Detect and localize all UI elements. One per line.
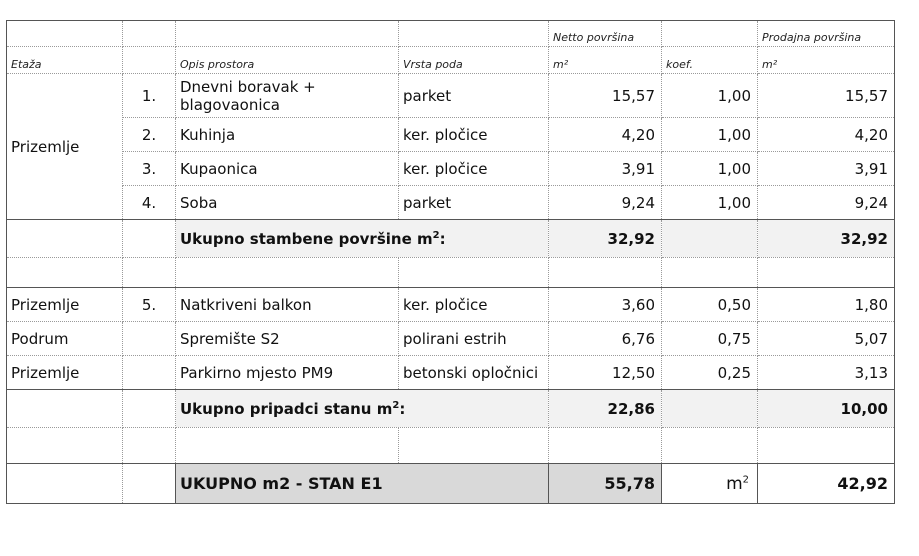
koef-cell: 1,00 [662,118,758,152]
netto-cell: 12,50 [549,356,662,390]
opis-cell: Dnevni boravak + blagovaonica [176,74,399,118]
netto-cell: 4,20 [549,118,662,152]
table-row [7,152,895,186]
table-row [7,288,895,322]
header-prodajna-povrsina: Prodajna površina [758,21,895,47]
table-row [7,118,895,152]
vrsta-cell: polirani estrih [399,322,549,356]
prodajna-cell: 15,57 [758,74,895,118]
prodajna-cell: 3,91 [758,152,895,186]
grand-total-prodajna: 42,92 [758,464,895,504]
header-vrsta-poda: Vrsta poda [399,47,549,74]
table-row [7,322,895,356]
netto-cell: 9,24 [549,186,662,220]
prodajna-cell: 1,80 [758,288,895,322]
subtotal-netto: 22,86 [549,390,662,428]
row-index: 5. [123,288,176,322]
subtotal-netto: 32,92 [549,220,662,258]
netto-cell: 3,91 [549,152,662,186]
grand-total-netto: 55,78 [549,464,662,504]
subtotal-row-pripadci [7,390,895,428]
opis-cell: Spremište S2 [176,322,399,356]
vrsta-cell: parket [399,74,549,118]
row-index: 3. [123,152,176,186]
area-table [6,20,895,504]
header-prodajna-unit: m² [758,47,895,74]
subtotal-prodajna: 10,00 [758,390,895,428]
vrsta-cell: betonski opločnici [399,356,549,390]
opis-cell: Natkriveni balkon [176,288,399,322]
prodajna-cell: 3,13 [758,356,895,390]
grand-total-label: UKUPNO m2 - STAN E1 [176,464,549,504]
etaza-cell: Prizemlje [7,74,123,220]
table-row [7,74,895,118]
row-index: 1. [123,74,176,118]
koef-cell: 0,50 [662,288,758,322]
koef-cell: 1,00 [662,74,758,118]
netto-cell: 6,76 [549,322,662,356]
row-index: 4. [123,186,176,220]
prodajna-cell: 4,20 [758,118,895,152]
subtotal-row-stambene [7,220,895,258]
header-netto-unit: m² [549,47,662,74]
koef-cell: 0,25 [662,356,758,390]
opis-cell: Kupaonica [176,152,399,186]
table-row [7,356,895,390]
header-opis-prostora: Opis prostora [176,47,399,74]
etaza-cell: Prizemlje [7,356,123,390]
table-row [7,186,895,220]
row-index [123,356,176,390]
opis-cell: Kuhinja [176,118,399,152]
opis-cell: Soba [176,186,399,220]
prodajna-cell: 5,07 [758,322,895,356]
empty-row [7,428,895,464]
etaza-cell: Podrum [7,322,123,356]
row-index [123,322,176,356]
netto-cell: 3,60 [549,288,662,322]
vrsta-cell: parket [399,186,549,220]
subtotal-prodajna: 32,92 [758,220,895,258]
row-index: 2. [123,118,176,152]
koef-cell: 0,75 [662,322,758,356]
prodajna-cell: 9,24 [758,186,895,220]
koef-cell: 1,00 [662,186,758,220]
header-row-bottom [7,47,895,74]
netto-cell: 15,57 [549,74,662,118]
header-koef: koef. [662,47,758,74]
subtotal-label: Ukupno pripadci stanu $m^2$: [176,390,549,428]
header-netto-povrsina: Netto površina [549,21,662,47]
header-etaza: Etaža [7,47,123,74]
vrsta-cell: ker. pločice [399,118,549,152]
vrsta-cell: ker. pločice [399,152,549,186]
grand-total-unit: $m^2$ [662,464,758,504]
header-row-top [7,21,895,47]
koef-cell: 1,00 [662,152,758,186]
vrsta-cell: ker. pločice [399,288,549,322]
etaza-cell: Prizemlje [7,288,123,322]
opis-cell: Parkirno mjesto PM9 [176,356,399,390]
grand-total-row [7,464,895,504]
subtotal-label: Ukupno stambene površine $m^2$: [176,220,549,258]
empty-row [7,258,895,288]
